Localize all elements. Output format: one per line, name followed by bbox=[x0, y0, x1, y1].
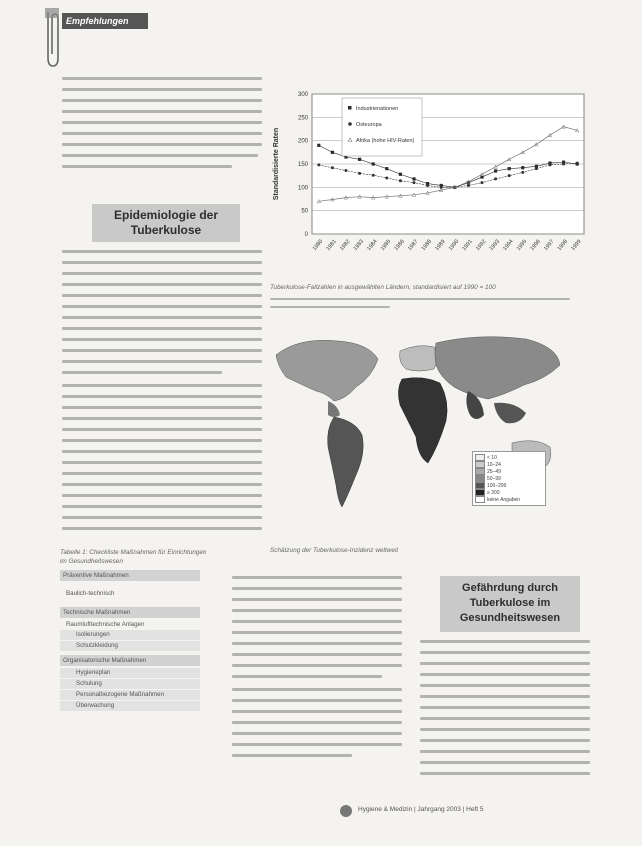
x-tick-label: 1992 bbox=[474, 238, 488, 252]
data-point bbox=[508, 167, 511, 170]
x-tick-label: 1996 bbox=[529, 238, 542, 252]
data-point bbox=[576, 162, 579, 165]
y-tick-label: 0 bbox=[304, 232, 308, 238]
y-tick-label: 100 bbox=[297, 185, 308, 192]
checklist-head: Technische Maßnahmen bbox=[60, 607, 200, 618]
map-caption: Schätzung der Tuberkulose-Inzidenz weltweit bbox=[270, 547, 399, 554]
data-point bbox=[467, 184, 470, 187]
x-tick-label: 1994 bbox=[502, 238, 515, 252]
data-point bbox=[426, 184, 429, 187]
data-point bbox=[399, 173, 402, 176]
chart-caption: Tuberkulose-Fallzahlen in ausgewählten Ländern, standardisiert auf 1990 = 100 bbox=[270, 284, 496, 291]
data-point bbox=[549, 163, 552, 166]
x-tick-label: 1984 bbox=[366, 238, 379, 252]
x-tick-label: 1980 bbox=[311, 238, 325, 252]
section-badge: Empfehlungen bbox=[62, 13, 148, 29]
data-point bbox=[399, 179, 402, 182]
data-point bbox=[385, 167, 388, 170]
x-tick-label: 1997 bbox=[542, 238, 556, 252]
y-axis-label: Standardisierte Raten bbox=[273, 127, 280, 201]
data-point bbox=[494, 169, 497, 172]
y-tick-label: 250 bbox=[297, 115, 308, 122]
data-point bbox=[508, 174, 511, 177]
y-tick-label: 150 bbox=[297, 162, 308, 168]
footer-page-dot bbox=[340, 805, 352, 817]
map-legend: < 10 10–24 25–49 50–99 100–299 ≥ 300 keine Angaben bbox=[472, 451, 546, 506]
checklist-item: Raumlufttechnische Anlagen bbox=[66, 621, 145, 628]
x-tick-label: 1989 bbox=[434, 238, 447, 252]
x-tick-label: 1990 bbox=[447, 238, 461, 252]
tb-rates-chart-svg bbox=[266, 86, 596, 276]
data-point bbox=[562, 163, 565, 166]
x-tick-label: 1987 bbox=[406, 238, 420, 252]
data-point bbox=[535, 167, 538, 170]
x-tick-label: 1986 bbox=[393, 238, 406, 252]
data-point bbox=[413, 181, 416, 184]
checklist-subitem: Isolierungen bbox=[60, 630, 200, 640]
legend-marker bbox=[348, 122, 352, 126]
checklist-table bbox=[60, 570, 200, 712]
x-tick-label: 1995 bbox=[515, 238, 529, 252]
data-point bbox=[372, 162, 375, 165]
checklist-caption: Tabelle 1: Checkliste Maßnahmen für Einrichtungen im Gesundheitswesen bbox=[60, 549, 207, 565]
legend-label: Afrika (hohe HIV-Raten) bbox=[356, 138, 415, 144]
data-point bbox=[331, 166, 334, 169]
x-tick-label: 1993 bbox=[488, 238, 502, 252]
tb-rates-chart bbox=[266, 86, 596, 276]
data-point bbox=[317, 144, 320, 147]
data-point bbox=[358, 158, 361, 161]
x-tick-label: 1982 bbox=[338, 238, 352, 252]
risk-heading: Gefährdung durch Tuberkulose im Gesundheitswesen bbox=[440, 576, 580, 632]
checklist-subitem: Schutzkleidung bbox=[60, 641, 200, 651]
legend-label: Industrienationen bbox=[356, 106, 399, 112]
checklist-head: Präventive Maßnahmen bbox=[60, 570, 200, 581]
x-tick-label: 1985 bbox=[379, 238, 393, 252]
x-tick-label: 1983 bbox=[352, 238, 366, 252]
x-tick-label: 1998 bbox=[556, 238, 570, 252]
data-point bbox=[317, 163, 320, 166]
checklist-item: Baulich-technisch bbox=[66, 590, 115, 597]
footer-journal: Hygiene & Medizin | Jahrgang 2003 | Heft 5 bbox=[358, 806, 484, 813]
data-point bbox=[412, 177, 415, 180]
checklist-subitem: Hygieneplan bbox=[60, 668, 200, 678]
data-point bbox=[358, 172, 361, 175]
y-tick-label: 200 bbox=[297, 138, 308, 145]
data-point bbox=[521, 166, 524, 169]
world-tb-map bbox=[268, 325, 568, 540]
x-tick-label: 1988 bbox=[420, 238, 434, 252]
checklist-subitem: Überwachung bbox=[60, 701, 200, 711]
data-point bbox=[385, 177, 388, 180]
y-tick-label: 50 bbox=[301, 208, 308, 215]
x-tick-label: 1991 bbox=[461, 238, 474, 252]
epidemiology-heading: Epidemiologie der Tuberkulose bbox=[92, 204, 240, 242]
y-tick-label: 300 bbox=[297, 92, 308, 98]
data-point bbox=[521, 171, 524, 174]
legend-label: Osteuropa bbox=[356, 122, 382, 128]
data-point bbox=[345, 169, 348, 172]
checklist-subitem: Personalbezogene Maßnahmen bbox=[60, 690, 200, 700]
checklist-subitem: Schulung bbox=[60, 679, 200, 689]
data-point bbox=[331, 151, 334, 154]
data-point bbox=[372, 174, 375, 177]
x-tick-label: 1981 bbox=[325, 238, 338, 252]
legend-marker bbox=[348, 106, 352, 110]
checklist-head: Organisatorische Maßnahmen bbox=[60, 655, 200, 666]
data-point bbox=[494, 177, 497, 180]
x-tick-label: 1999 bbox=[570, 238, 583, 252]
paperclip-icon bbox=[42, 8, 64, 70]
data-point bbox=[481, 181, 484, 184]
